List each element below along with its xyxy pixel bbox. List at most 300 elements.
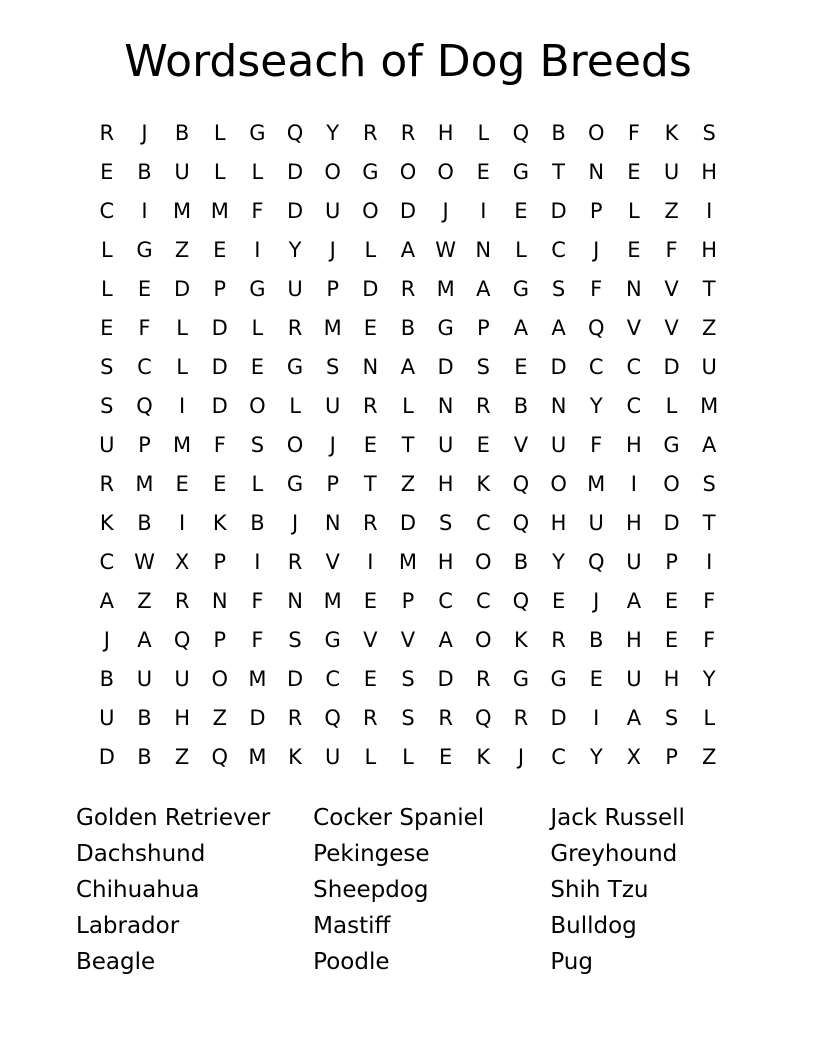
grid-letter: S <box>100 355 114 379</box>
grid-letter: E <box>363 667 377 691</box>
grid-letter: E <box>551 589 566 613</box>
grid-letter: Q <box>173 628 191 652</box>
word-search-grid <box>88 121 728 770</box>
grid-letter: L <box>251 316 264 340</box>
grid-letter: A <box>400 238 416 262</box>
grid-letter: Z <box>701 316 717 340</box>
grid-letter: U <box>437 433 454 457</box>
grid-letter: Q <box>587 550 605 574</box>
grid-letter: R <box>287 550 303 574</box>
grid-letter: L <box>364 238 377 262</box>
grid-letter: Q <box>587 316 605 340</box>
grid-letter: N <box>211 589 228 613</box>
grid-letter: F <box>627 121 640 145</box>
grid-letter: J <box>141 121 148 145</box>
grid-letter: D <box>286 199 304 223</box>
grid-letter: U <box>325 199 341 223</box>
grid-letter: O <box>475 628 492 652</box>
grid-letter: U <box>174 667 190 691</box>
grid-letter: F <box>590 433 603 457</box>
grid-letter: M <box>173 433 192 457</box>
grid-letter: E <box>363 316 377 340</box>
grid-letter: R <box>363 511 378 535</box>
grid-letter: P <box>589 199 603 223</box>
grid-letter: T <box>702 511 716 535</box>
grid-letter: G <box>324 628 341 652</box>
grid-letter: M <box>323 316 342 340</box>
grid-letter: D <box>399 199 417 223</box>
grid-letter: H <box>437 121 454 145</box>
grid-letter: H <box>625 433 642 457</box>
grid-letter: Q <box>512 121 530 145</box>
grid-letter: E <box>439 745 453 769</box>
grid-letter: N <box>287 589 303 613</box>
grid-letter: V <box>400 628 416 652</box>
grid-letter: G <box>249 121 266 145</box>
grid-letter: U <box>626 667 642 691</box>
grid-letter: Z <box>174 745 190 769</box>
grid-letter: A <box>438 628 453 652</box>
grid-letter: J <box>329 238 336 262</box>
grid-letter: B <box>99 667 115 691</box>
grid-letter: U <box>174 160 190 184</box>
grid-letter: R <box>363 394 378 418</box>
grid-letter: S <box>438 511 453 535</box>
grid-letter: R <box>287 706 303 730</box>
grid-letter: P <box>665 745 678 769</box>
grid-letter: R <box>287 316 303 340</box>
grid-letter: F <box>138 316 151 340</box>
grid-letter: G <box>249 277 266 301</box>
word-list-item: Cocker Spaniel <box>313 805 485 831</box>
grid-letter: B <box>513 394 529 418</box>
grid-letter: R <box>99 472 115 496</box>
grid-letter: H <box>701 160 718 184</box>
grid-letter: L <box>703 706 716 730</box>
grid-letter: E <box>137 277 152 301</box>
grid-letter: R <box>551 628 566 652</box>
grid-letter: A <box>137 628 152 652</box>
grid-letter: U <box>588 511 604 535</box>
grid-letter: D <box>437 355 454 379</box>
grid-letter: F <box>703 589 716 613</box>
grid-letter: R <box>475 667 491 691</box>
grid-letter: M <box>398 550 418 574</box>
grid-letter: D <box>550 355 567 379</box>
grid-letter: G <box>437 316 454 340</box>
grid-letter: B <box>137 511 152 535</box>
grid-letter: E <box>100 160 114 184</box>
grid-letter: W <box>134 550 155 574</box>
grid-letter: N <box>437 394 454 418</box>
grid-letter: K <box>288 745 302 769</box>
grid-letter: L <box>251 472 264 496</box>
grid-letter: P <box>138 433 151 457</box>
grid-letter: O <box>550 472 567 496</box>
grid-letter: Q <box>512 589 530 613</box>
grid-letter: I <box>141 199 148 223</box>
grid-letter: F <box>213 433 226 457</box>
grid-letter: Y <box>589 394 603 418</box>
grid-letter: D <box>286 667 304 691</box>
grid-letter: J <box>103 628 110 652</box>
grid-letter: A <box>701 433 717 457</box>
grid-letter: B <box>589 628 604 652</box>
grid-letter: D <box>550 199 567 223</box>
grid-letter: K <box>514 628 528 652</box>
grid-letter: P <box>213 277 227 301</box>
grid-letter: L <box>213 121 226 145</box>
grid-letter: G <box>512 160 530 184</box>
grid-letter: G <box>286 355 304 379</box>
grid-letter: C <box>588 355 604 379</box>
grid-letter: V <box>664 277 679 301</box>
grid-letter: A <box>626 706 642 730</box>
grid-letter: U <box>663 160 680 184</box>
grid-letter: M <box>248 745 267 769</box>
grid-letter: D <box>550 706 567 730</box>
grid-letter: O <box>324 160 341 184</box>
grid-letter: H <box>625 628 642 652</box>
grid-letter: E <box>627 238 641 262</box>
grid-letter: L <box>100 238 113 262</box>
grid-letter: M <box>700 394 719 418</box>
grid-letter: I <box>706 199 713 223</box>
grid-letter: X <box>626 745 642 769</box>
grid-letter: N <box>588 160 605 184</box>
grid-letter: O <box>399 160 417 184</box>
grid-letter: A <box>626 589 642 613</box>
grid-letter: E <box>664 628 679 652</box>
grid-letter: T <box>702 277 716 301</box>
grid-letter: E <box>627 160 641 184</box>
grid-letter: G <box>512 667 530 691</box>
grid-letter: B <box>513 550 529 574</box>
grid-letter: C <box>551 745 566 769</box>
word-list-item: Jack Russell <box>550 805 685 831</box>
grid-letter: O <box>362 199 379 223</box>
grid-letter: M <box>135 472 154 496</box>
grid-letter: U <box>701 355 717 379</box>
grid-letter: S <box>100 394 114 418</box>
word-list-column-2 <box>313 800 550 980</box>
grid-letter: E <box>100 316 114 340</box>
word-list <box>68 800 748 980</box>
grid-letter: C <box>99 199 115 223</box>
grid-letter: C <box>551 238 566 262</box>
grid-letter: E <box>589 667 603 691</box>
grid-letter: R <box>363 121 378 145</box>
grid-letter: B <box>551 121 566 145</box>
grid-letter: J <box>291 511 299 535</box>
grid-letter: P <box>476 316 490 340</box>
grid-letter: K <box>212 511 227 535</box>
word-list-item: Pekingese <box>313 841 430 867</box>
grid-letter: V <box>513 433 529 457</box>
grid-letter: A <box>551 316 566 340</box>
grid-letter: D <box>437 667 454 691</box>
grid-letter: Q <box>211 745 229 769</box>
grid-letter: L <box>176 316 188 340</box>
grid-letter: L <box>628 199 640 223</box>
grid-letter: T <box>401 433 415 457</box>
grid-letter: M <box>173 199 192 223</box>
word-list-column-3 <box>550 800 748 980</box>
word-list-item: Golden Retriever <box>76 805 271 831</box>
grid-letter: E <box>514 199 528 223</box>
grid-letter: F <box>251 589 264 613</box>
grid-letter: L <box>402 394 414 418</box>
grid-letter: Z <box>701 745 717 769</box>
grid-letter: P <box>401 589 415 613</box>
grid-letter: N <box>362 355 379 379</box>
grid-letter: B <box>400 316 416 340</box>
grid-letter: D <box>663 511 680 535</box>
grid-letter: G <box>286 472 304 496</box>
grid-letter: G <box>136 238 153 262</box>
grid-letter: F <box>251 628 264 652</box>
grid-letter: C <box>137 355 152 379</box>
word-list-column-1 <box>76 800 313 980</box>
grid-letter: S <box>664 706 679 730</box>
grid-letter: S <box>702 472 716 496</box>
grid-letter: U <box>325 745 341 769</box>
grid-letter: O <box>249 394 266 418</box>
grid-letter: H <box>174 706 190 730</box>
grid-letter: Z <box>174 238 190 262</box>
grid-letter: L <box>251 160 264 184</box>
grid-letter: R <box>400 277 416 301</box>
grid-letter: H <box>437 550 454 574</box>
grid-letter: S <box>250 433 265 457</box>
grid-letter: R <box>174 589 190 613</box>
grid-letter: P <box>326 277 340 301</box>
grid-letter: V <box>626 316 642 340</box>
grid-letter: V <box>363 628 378 652</box>
word-list-item: Labrador <box>76 913 180 939</box>
grid-letter: O <box>587 121 605 145</box>
grid-letter: M <box>323 589 342 613</box>
grid-letter: E <box>664 589 679 613</box>
grid-letter: D <box>174 277 191 301</box>
grid-letter: L <box>477 121 490 145</box>
grid-letter: D <box>211 394 228 418</box>
grid-letter: U <box>550 433 567 457</box>
grid-letter: N <box>626 277 642 301</box>
grid-letter: Y <box>552 550 565 574</box>
grid-letter: K <box>476 472 491 496</box>
word-list-item: Dachshund <box>76 841 206 867</box>
grid-letter: B <box>137 706 152 730</box>
grid-letter: E <box>213 472 227 496</box>
grid-letter: Z <box>664 199 679 223</box>
grid-letter: U <box>99 706 115 730</box>
grid-letter: E <box>514 355 528 379</box>
grid-letter: F <box>703 628 716 652</box>
grid-letter: L <box>100 277 113 301</box>
grid-letter: W <box>435 238 457 262</box>
grid-letter: I <box>254 550 261 574</box>
grid-letter: S <box>401 667 415 691</box>
grid-letter: P <box>213 550 227 574</box>
grid-letter: I <box>254 238 261 262</box>
grid-letter: J <box>442 199 449 223</box>
grid-letter: B <box>137 160 152 184</box>
word-list-item: Pug <box>550 949 593 975</box>
grid-letter: S <box>288 628 302 652</box>
grid-letter: D <box>98 745 115 769</box>
grid-letter: L <box>515 238 527 262</box>
grid-letter: I <box>593 706 600 730</box>
grid-letter: O <box>211 667 229 691</box>
grid-letter: R <box>438 706 453 730</box>
grid-letter: P <box>665 550 678 574</box>
grid-letter: A <box>400 355 416 379</box>
grid-letter: M <box>436 277 455 301</box>
grid-letter: L <box>364 745 377 769</box>
grid-letter: I <box>706 550 713 574</box>
grid-letter: A <box>99 589 114 613</box>
grid-letter: D <box>211 316 228 340</box>
grid-letter: M <box>587 472 606 496</box>
grid-letter: C <box>438 589 453 613</box>
grid-letter: N <box>550 394 567 418</box>
grid-letter: X <box>174 550 190 574</box>
grid-letter: B <box>137 745 152 769</box>
grid-letter: M <box>210 199 229 223</box>
grid-letter: S <box>551 277 566 301</box>
grid-letter: N <box>475 238 492 262</box>
word-list-item: Bulldog <box>550 913 637 939</box>
grid-letter: C <box>475 589 491 613</box>
grid-letter: U <box>99 433 115 457</box>
grid-letter: Q <box>512 511 530 535</box>
grid-letter: G <box>362 160 379 184</box>
grid-letter: L <box>176 355 188 379</box>
grid-letter: Y <box>326 121 340 145</box>
grid-letter: K <box>99 511 114 535</box>
word-list-item: Beagle <box>76 949 156 975</box>
grid-letter: N <box>324 511 341 535</box>
grid-letter: P <box>213 628 227 652</box>
grid-letter: E <box>213 238 227 262</box>
grid-letter: L <box>289 394 301 418</box>
grid-letter: O <box>437 160 454 184</box>
grid-letter: Z <box>137 589 152 613</box>
grid-letter: H <box>625 511 642 535</box>
grid-letter: B <box>250 511 265 535</box>
grid-letter: C <box>626 394 642 418</box>
grid-letter: S <box>702 121 716 145</box>
grid-letter: I <box>480 199 487 223</box>
grid-letter: A <box>476 277 491 301</box>
grid-letter: J <box>593 589 600 613</box>
grid-letter: C <box>325 667 341 691</box>
grid-letter: Q <box>286 121 304 145</box>
grid-letter: A <box>513 316 529 340</box>
grid-letter: F <box>665 238 678 262</box>
grid-letter: T <box>363 472 377 496</box>
grid-letter: V <box>664 316 679 340</box>
grid-letter: Q <box>475 706 492 730</box>
grid-letter: R <box>99 121 115 145</box>
grid-letter: D <box>362 277 379 301</box>
grid-letter: H <box>701 238 718 262</box>
grid-letter: E <box>363 589 377 613</box>
word-list-item: Greyhound <box>550 841 678 867</box>
grid-letter: U <box>325 394 341 418</box>
grid-letter: F <box>590 277 603 301</box>
grid-letter: L <box>665 394 678 418</box>
word-list-item: Mastiff <box>313 913 391 939</box>
word-list-item: Poodle <box>313 949 390 975</box>
grid-letter: O <box>663 472 680 496</box>
grid-letter: R <box>513 706 529 730</box>
grid-letter: D <box>399 511 417 535</box>
grid-letter: I <box>179 394 186 418</box>
grid-letter: I <box>179 511 186 535</box>
grid-letter: R <box>475 394 491 418</box>
grid-letter: E <box>476 433 490 457</box>
grid-letter: V <box>325 550 340 574</box>
grid-letter: S <box>401 706 415 730</box>
grid-letter: G <box>663 433 680 457</box>
grid-letter: C <box>99 550 115 574</box>
grid-letter: E <box>363 433 377 457</box>
grid-letter: H <box>663 667 680 691</box>
grid-letter: R <box>363 706 378 730</box>
grid-letter: Y <box>589 745 603 769</box>
grid-letter: E <box>476 160 490 184</box>
grid-letter: Q <box>324 706 341 730</box>
grid-letter: E <box>175 472 189 496</box>
grid-letter: Y <box>702 667 716 691</box>
grid-letter: L <box>402 745 414 769</box>
grid-letter: M <box>248 667 267 691</box>
grid-letter: I <box>367 550 374 574</box>
grid-letter: K <box>476 745 491 769</box>
grid-letter: O <box>475 550 492 574</box>
grid-letter: T <box>552 160 565 184</box>
grid-letter: J <box>329 433 336 457</box>
grid-letter: F <box>251 199 264 223</box>
grid-letter: J <box>593 238 600 262</box>
grid-letter: U <box>287 277 303 301</box>
grid-letter: H <box>437 472 454 496</box>
grid-letter: Y <box>288 238 302 262</box>
grid-letter: E <box>250 355 265 379</box>
grid-letter: D <box>211 355 228 379</box>
word-list-item: Chihuahua <box>76 877 200 903</box>
grid-letter: U <box>136 667 153 691</box>
grid-letter: H <box>550 511 567 535</box>
grid-letter: Q <box>512 472 530 496</box>
grid-letter: S <box>476 355 490 379</box>
grid-letter: Z <box>212 706 227 730</box>
grid-letter: C <box>626 355 642 379</box>
grid-letter: D <box>249 706 266 730</box>
grid-letter: G <box>512 277 530 301</box>
grid-letter: D <box>663 355 680 379</box>
word-list-item: Shih Tzu <box>550 877 649 903</box>
grid-letter: Q <box>136 394 153 418</box>
grid-letter: Z <box>400 472 416 496</box>
grid-letter: S <box>326 355 340 379</box>
page-title: Wordseach of Dog Breeds <box>124 36 692 87</box>
grid-letter: L <box>213 160 226 184</box>
grid-letter: J <box>517 745 525 769</box>
word-list-item: Sheepdog <box>313 877 429 903</box>
